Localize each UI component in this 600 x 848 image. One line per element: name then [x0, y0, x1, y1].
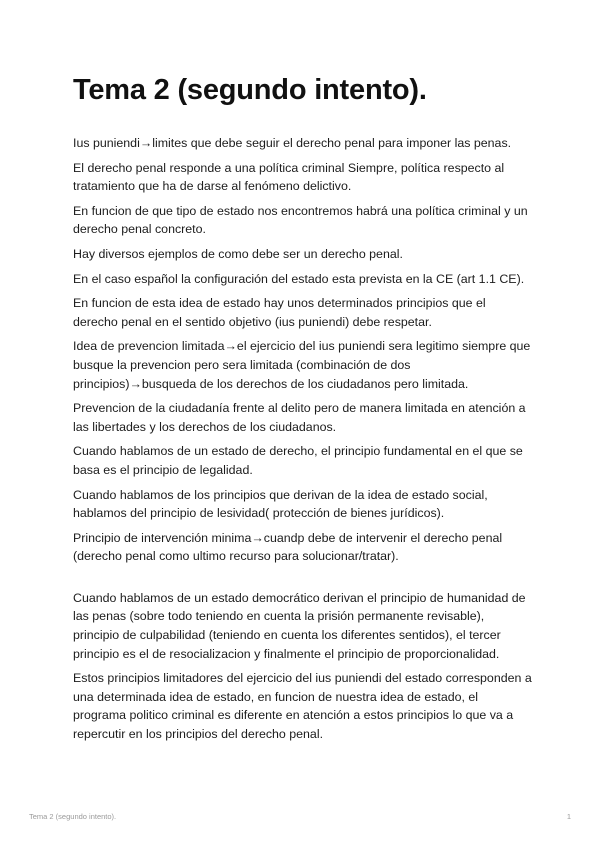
- paragraph: Idea de prevencion limitada→el ejercicio del ius puniendi sera legitimo siempre que busque la prevencion pero sera limitada (combinación de dos principios)→busqueda de los derechos de los ciudadanos pero limitada.: [73, 339, 531, 391]
- paragraph: Estos principios limitadores del ejercicio del ius puniendi del estado corresponden a una determinada idea de estado, en funcion de nuestra idea de estado, el programa politico criminal es diferente en atención a estos principios lo que va a repercutir en los principios del derecho penal.: [73, 671, 532, 742]
- paragraph: En funcion de esta idea de estado hay unos determinados principios que el derecho penal en el sentido objetivo (ius puniendi) debe respetar.: [73, 296, 486, 329]
- paragraph: Prevencion de la ciudadanía frente al delito pero de manera limitada en atención a las libertades y los derechos de los ciudadanos.: [73, 401, 526, 434]
- document-body: [73, 134, 533, 750]
- paragraph: Principio de intervención minima→cuandp debe de intervenir el derecho penal (derecho penal como ultimo recurso para solucionar/tratar).: [73, 530, 503, 564]
- paragraph: Ius puniendi→limites que debe seguir el derecho penal para imponer las penas.: [73, 136, 512, 150]
- footer-page-number: 1: [566, 812, 571, 821]
- paragraph: En el caso español la configuración del estado esta prevista en la CE (art 1.1 CE).: [73, 271, 525, 286]
- paragraph: En funcion de que tipo de estado nos encontremos habrá una política criminal y un derecho penal concreto.: [73, 203, 528, 237]
- paragraph: Cuando hablamos de un estado democrático derivan el principio de humanidad de las penas (sobre todo teniendo en cuenta la prisión permanente revisable), principio de culpabilidad (teniendo en cuenta los diferentes sentidos), el tercer principio es el de resocializacion y finalmente el principio de proporcionalidad.: [73, 590, 526, 661]
- page-title: Tema 2 (segundo intento).: [73, 74, 427, 106]
- footer-document-title: Tema 2 (segundo intento).: [29, 812, 117, 821]
- paragraph: El derecho penal responde a una política criminal Siempre, política respecto al tratamiento que ha de darse al fenómeno delictivo.: [73, 160, 505, 194]
- paragraph: Cuando hablamos de un estado de derecho, el principio fundamental en el que se basa es el principio de legalidad.: [73, 444, 523, 477]
- paragraph: Cuando hablamos de los principios que derivan de la idea de estado social, hablamos del principio de lesividad( protección de bienes jurídicos).: [73, 487, 488, 521]
- paragraph: Hay diversos ejemplos de como debe ser un derecho penal.: [73, 246, 403, 261]
